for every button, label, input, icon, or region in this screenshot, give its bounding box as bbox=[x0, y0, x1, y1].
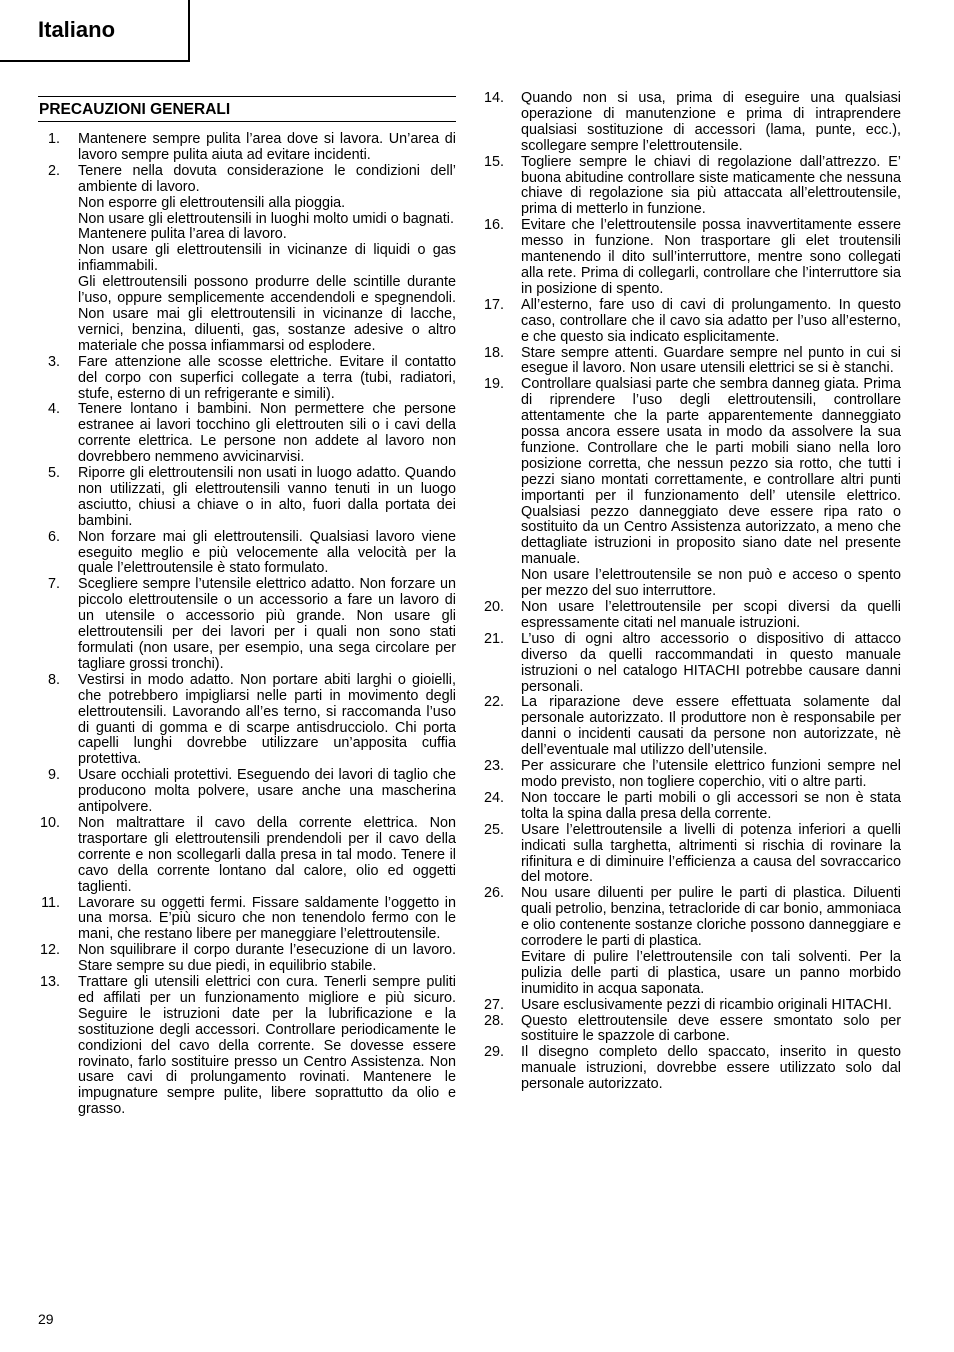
list-item bbox=[38, 355, 456, 403]
item-number: 16. bbox=[483, 217, 504, 234]
item-text: Usare occhiali protettivi. Eseguendo dei lavori di taglio che producono molta polvere, usare anche una mascherina antipolvere. bbox=[78, 767, 456, 816]
item-number: 2. bbox=[47, 162, 60, 179]
item-number: 29. bbox=[483, 1044, 504, 1061]
item-text: Togliere sempre le chiavi di regolazione dall’attrezzo. E’ buona abitudine controllare siste maticamente che nessuna chiave di regolazione sia più attaccata all’elettroutensile, prima di metterlo in funzione. bbox=[521, 153, 901, 218]
item-number: 18. bbox=[483, 344, 504, 361]
list-item bbox=[482, 886, 901, 997]
item-number: 10. bbox=[39, 814, 60, 831]
item-text: Mantenere sempre pulita l’area dove si lavora. Un’area di lavoro sempre pulita aiuta ad evitare incidenti. bbox=[78, 131, 456, 163]
item-number: 1. bbox=[47, 131, 60, 147]
item-text: Non usare l’elettroutensile per scopi diversi da quelli espressamente citati nel manuale istruzioni. bbox=[521, 599, 901, 631]
item-text: Fare attenzione alle scosse elettriche. Evitare il contatto del corpo con superfici collegate a terra (tubi, radiatori, stufe, esterno di un refrigerante e simili). bbox=[78, 353, 456, 402]
item-text: La riparazione deve essere effettuata solamente dal personale autorizzato. Il produttore non è responsabile per danni o incidenti causati da persone non autorizzate, nè dell’eventuale mal utilizzo dell’utensile. bbox=[521, 694, 901, 759]
item-text: Non forzare mai gli elettroutensili. Qualsiasi lavoro viene eseguito meglio e più velocemente alla velocità per la quale l’elettroutensile è stato formulato. bbox=[78, 528, 456, 577]
list-item bbox=[482, 759, 901, 791]
item-text: Controllare qualsiasi parte che sembra danneg giata. Prima di riprendere l’uso degli elettroutensili, controllare attentamente che la parte apparentemente danneggiato possa ancora essere usata in modo da assolvere la sua funzione. Controllare che le parti mobili siano nella loro posizione corretta, che nessun pezzo sia rotto, che tutti i pezzi siano montati correttamente, e controllare altri punti importanti per il funzionamento dell’ utensile elettrico. Qualsiasi pezzo danneggiato deve essere ripa rato o sostituito da un Centro Assistenza autorizzato, a meno che dettagliate istruzioni in proposito siano date nel presente manuale. Non usare l’elettroutensile se non può e acceso o spento per mezzo del suo interruttore. bbox=[521, 376, 901, 600]
list-item bbox=[482, 791, 901, 823]
list-item bbox=[482, 695, 901, 759]
list-item bbox=[482, 91, 901, 155]
item-number: 4. bbox=[47, 401, 60, 418]
item-text: Usare l’elettroutensile a livelli di potenza inferiori a quelli indicati sulla targhetta, altrimenti si rischia di rovinare la rifinitura e di diminuire l’efficienza a causa del sovraccarico del motore. bbox=[521, 821, 901, 886]
list-item bbox=[482, 823, 901, 887]
list-item bbox=[38, 530, 456, 578]
list-item bbox=[38, 816, 456, 896]
left-column bbox=[38, 132, 456, 1118]
item-number: 9. bbox=[47, 767, 60, 784]
language-tab bbox=[0, 0, 190, 62]
item-number: 21. bbox=[483, 630, 504, 647]
list-item bbox=[38, 132, 456, 164]
list-item bbox=[482, 998, 901, 1014]
item-text: Usare esclusivamente pezzi di ricambio originali HITACHI. bbox=[521, 996, 892, 1013]
language-label: Italiano bbox=[38, 17, 116, 42]
item-text: Questo elettroutensile deve essere smontato solo per sostituire le spazzole di carbone. bbox=[521, 1012, 901, 1045]
item-text: Non maltrattare il cavo della corrente elettrica. Non trasportare gli elettroutensili prendendoli per il cavo della corrente e non scollegarli dalla presa in tal modo. Tenere il cavo della corrente lontano dal calore, olio ed oggetti taglienti. bbox=[78, 814, 456, 895]
item-number: 27. bbox=[483, 996, 504, 1013]
item-number: 3. bbox=[47, 353, 60, 370]
item-text: L’uso di ogni altro accessorio o dispositivo di attacco diverso da quelli raccommandati in questo manuale istruzioni o nel catalogo HITACHI potrebbe causare danni personali. bbox=[521, 630, 901, 695]
item-text: Nou usare diluenti per pulire le parti di plastica. Diluenti quali petrolio, benzina, tetracloride di car bonio, ammoniaca e olio contenente sostanze cloriche possono danneggiare e corrodere le parti di plastica. Evitare di pulire l’elettroutensile con tali solventi. Per la pulizia delle parti di plastica, usare un panno morbido inumidito in acqua saponata. bbox=[521, 885, 901, 997]
item-text: Stare sempre attenti. Guardare sempre nel punto in cui si esegue il lavoro. Non usare utensili elettrici se si è stanchi. bbox=[521, 344, 901, 377]
item-text: All’esterno, fare uso di cavi di prolungamento. In questo caso, controllare che il cavo sia adatto per l’uso all’esterno, e che questo sia indicato esplicitamente. bbox=[521, 296, 901, 345]
item-number: 5. bbox=[47, 465, 60, 482]
item-number: 22. bbox=[483, 694, 504, 711]
list-item bbox=[38, 975, 456, 1118]
item-number: 11. bbox=[41, 894, 60, 911]
item-number: 8. bbox=[47, 671, 60, 688]
list-item bbox=[38, 673, 456, 768]
item-number: 28. bbox=[483, 1012, 504, 1029]
item-number: 6. bbox=[47, 528, 60, 545]
list-item bbox=[38, 164, 456, 355]
item-number: 17. bbox=[483, 296, 504, 313]
item-number: 26. bbox=[483, 885, 504, 902]
item-text: Tenere lontano i bambini. Non permettere che persone estranee ai lavori tocchino gli elettrouten sili o i cavi della corrente elettrica. Le persone non addete al lavoro non dovrebbero nemmeno avvicinarvisi. bbox=[78, 401, 456, 466]
list-item bbox=[482, 155, 901, 219]
item-text: Il disegno completo dello spaccato, inserito in questo manuale istruzioni, dovrebbe essere utilizzato solo dal personale autorizzato. bbox=[521, 1044, 901, 1093]
item-number: 19. bbox=[483, 376, 504, 393]
list-item bbox=[482, 632, 901, 696]
list-item bbox=[38, 896, 456, 944]
item-text: Scegliere sempre l’utensile elettrico adatto. Non forzare un piccolo elettroutensile o un accessorio a fare un lavoro di un utensile o accessorio più grande. Non usare gli elettroutensili per dei lavori per i quali non sono stati formulati (non usare, per esempio, una sega circolare per tagliare grossi tronchi). bbox=[78, 576, 456, 672]
item-text: Tenere nella dovuta considerazione le condizioni dell’ ambiente di lavoro. Non esporre gli elettroutensili alla pioggia. Non usare gli elettroutensili in luoghi molto umidi o bagnati. Mantenere pulita l’area di lavoro. Non usare gli elettroutensili in vicinanze di liquidi o gas infiammabili. Gli elettroutensili possono produrre delle scintille durante l’uso, oppure semplicemente accendendoli e spegnendoli. Non usare mai gli elettroutensili in vicinanze di lacche, vernici, benzina, diluenti, gas, sostanze adesive o altro materiale che possa infiammarsi od esplodere. bbox=[78, 162, 456, 354]
item-number: 24. bbox=[483, 789, 504, 806]
list-item bbox=[38, 577, 456, 672]
section-heading bbox=[38, 96, 456, 122]
item-text: Non toccare le parti mobili o gli accessori se non è stata tolta la spina dalla presa della corrente. bbox=[521, 789, 901, 822]
list-item bbox=[38, 768, 456, 816]
item-text: Riporre gli elettroutensili non usati in luogo adatto. Quando non utilizzati, gli elettroutensili vanno tenuti in un luogo asciutto, chiusi a chiave o in alto, fuori dalla portata dei bambini. bbox=[78, 465, 456, 529]
item-text: Vestirsi in modo adatto. Non portare abiti larghi o gioielli, che potrebbero impigliarsi nelle parti in movimento degli elettroutensili. Lavorando all’es terno, si raccomanda l’uso di guanti di gomma e di scarpe antisdrucciolo. Chi porta capelli lunghi dovrebbe utilizzare un’apposita cuffia protettiva. bbox=[78, 671, 456, 768]
list-item bbox=[482, 600, 901, 632]
item-text: Non squilibrare il corpo durante l’esecuzione di un lavoro. Stare sempre su due piedi, in equilibrio stabile. bbox=[78, 942, 456, 975]
item-number: 25. bbox=[483, 821, 504, 838]
item-number: 14. bbox=[483, 90, 504, 106]
item-number: 20. bbox=[483, 599, 504, 615]
item-number: 7. bbox=[47, 576, 60, 593]
list-item bbox=[38, 466, 456, 530]
item-text: Lavorare su oggetti fermi. Fissare saldamente l’oggetto in una morsa. E’più sicuro che non tenendolo fermo con le mani, che restano libere per maneggiare l’elettroutensile. bbox=[78, 894, 456, 943]
item-text: Quando non si usa, prima di eseguire una qualsiasi operazione di manutenzione e prima di intraprendere qualsiasi sostituzione di accessori (lama, punte, ecc.), scollegare sempre l’elettroutensile. bbox=[521, 90, 901, 154]
item-text: Evitare che l’elettroutensile possa inavvertitamente essere messo in funzione. Non trasportare gli elet troutensili mantenendo il dito sull’interruttore, mentre sono collegati alla rete. Prima di collegarli, controllare che l’interruttore sia in posizione di spento. bbox=[521, 217, 901, 297]
list-item bbox=[482, 377, 901, 600]
item-text: Per assicurare che l’utensile elettrico funzioni sempre nel modo previsto, non togliere coperchio, viti o altre parti. bbox=[521, 758, 901, 790]
item-number: 15. bbox=[483, 153, 504, 170]
list-item bbox=[482, 1045, 901, 1093]
item-number: 12. bbox=[39, 942, 60, 959]
list-item bbox=[482, 298, 901, 346]
list-item bbox=[38, 943, 456, 975]
list-item bbox=[482, 1014, 901, 1046]
item-number: 13. bbox=[39, 974, 60, 991]
list-item bbox=[482, 346, 901, 378]
list-item bbox=[38, 402, 456, 466]
right-column bbox=[482, 91, 901, 1093]
page-number: 29 bbox=[38, 1311, 54, 1327]
list-item bbox=[482, 218, 901, 298]
section-title: PRECAUZIONI GENERALI bbox=[39, 101, 231, 118]
item-number: 23. bbox=[483, 758, 504, 775]
item-text: Trattare gli utensili elettrici con cura. Tenerli sempre puliti ed affilati per un funzionamento migliore e più sicuro. Seguire le istruzioni date per la lubrificazione e la sostituzione degli accessori. Controllare periodicamente le condizioni del cavo della corrente. Se dovesse essere rovinato, farlo sostituire presso un Centro Assistenza. Non usare cavi di prolungamento rovinati. Mantenere le impugnature sempre pulite, libere soprattutto da olio e grasso. bbox=[78, 974, 456, 1118]
